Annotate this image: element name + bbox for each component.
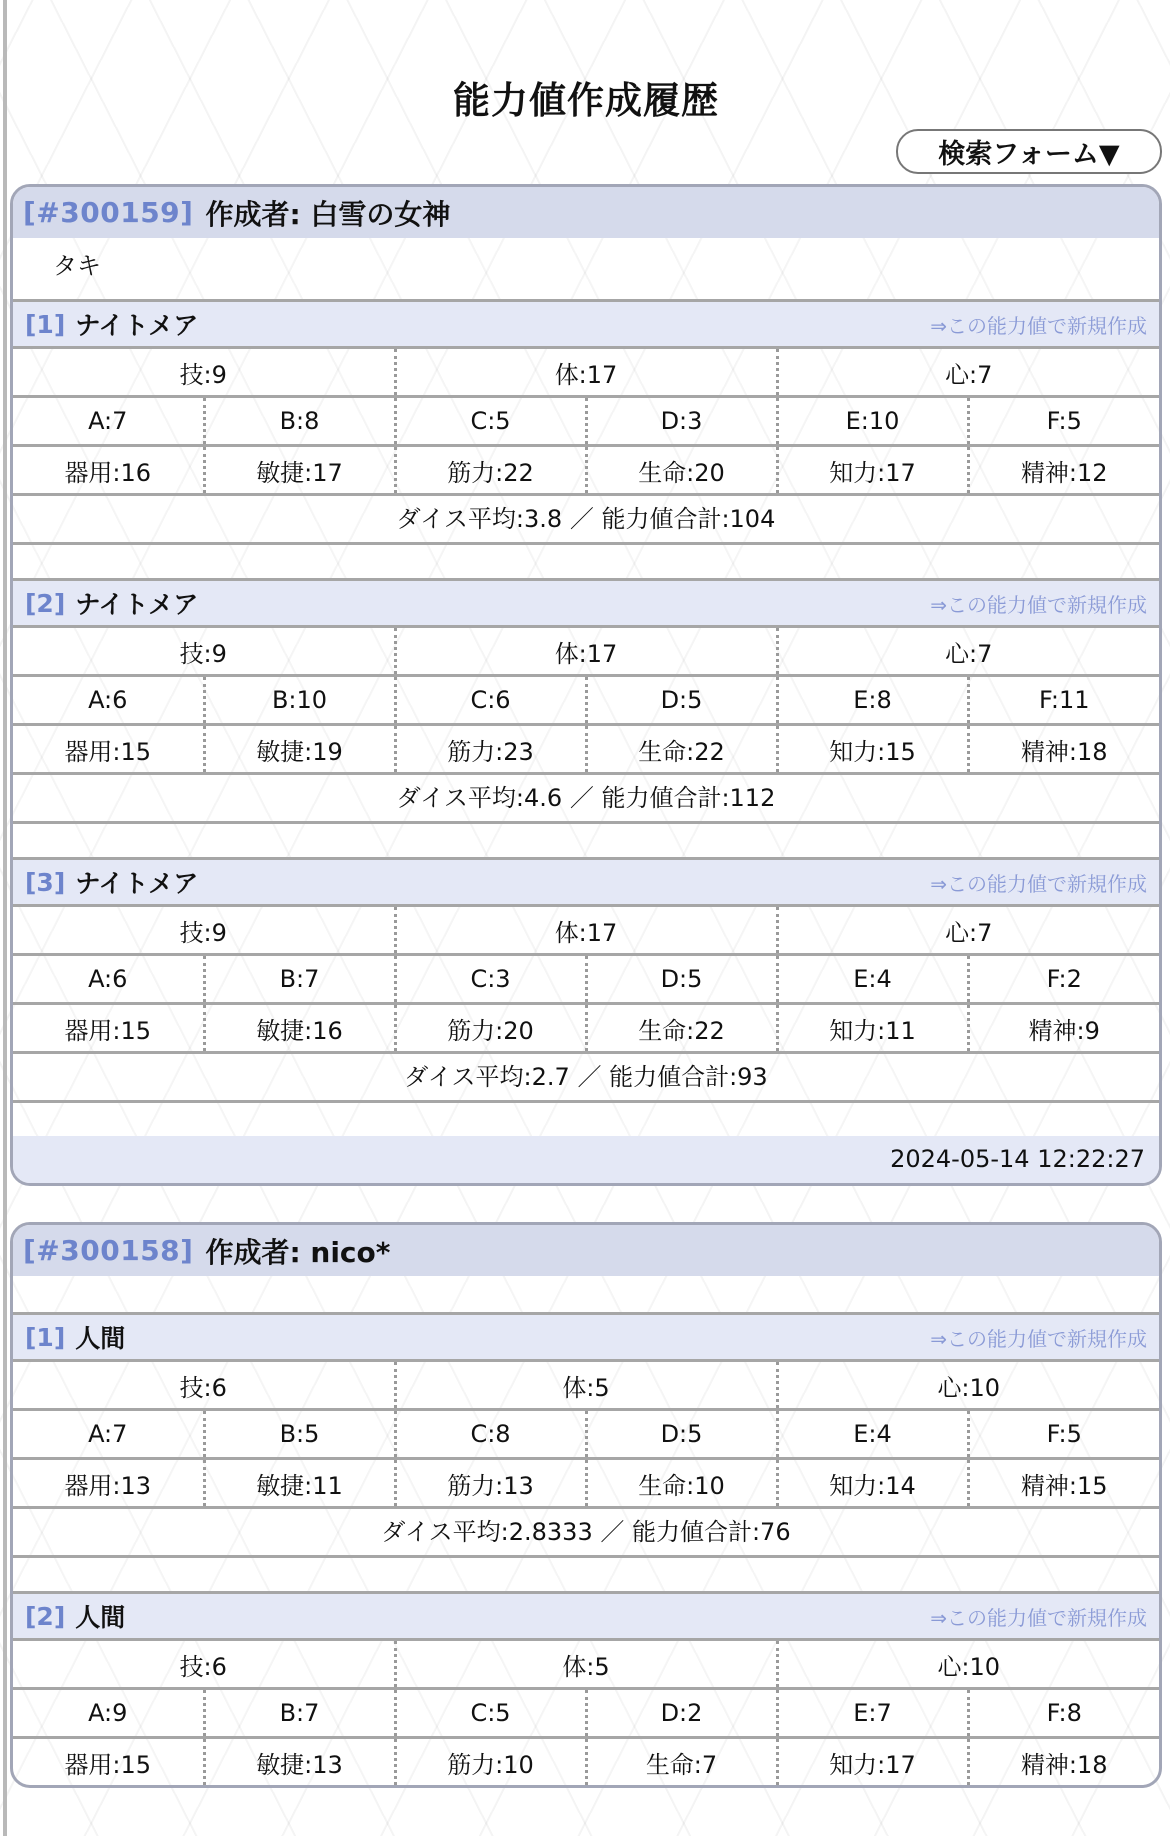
- dice-cell: E:4: [777, 955, 968, 1004]
- dice-row: [13, 1689, 1159, 1738]
- ability-cell: 生命:20: [586, 446, 777, 494]
- dice-cell: B:7: [204, 955, 395, 1004]
- dice-cell: C:3: [395, 955, 586, 1004]
- character-header: [13, 1312, 1159, 1362]
- ability-cell: 敏捷:13: [204, 1738, 395, 1786]
- spacer: [13, 824, 1159, 857]
- stat-table: [13, 628, 1159, 772]
- character-index: [2]: [25, 1601, 66, 1631]
- record-note: [13, 1276, 1159, 1312]
- character-header: [13, 578, 1159, 628]
- ability-cell: 精神:18: [968, 1738, 1159, 1786]
- dice-cell: D:5: [586, 676, 777, 725]
- dice-row: [13, 1410, 1159, 1459]
- base-stat-cell: 心:10: [777, 1362, 1159, 1410]
- base-stat-row: [13, 628, 1159, 676]
- character-block: [13, 578, 1159, 857]
- search-form-toggle-button[interactable]: 検索フォーム▼: [896, 129, 1162, 174]
- dice-cell: B:10: [204, 676, 395, 725]
- dice-cell: B:7: [204, 1689, 395, 1738]
- ability-cell: 精神:9: [968, 1004, 1159, 1052]
- ability-cell: 器用:15: [64, 1016, 152, 1045]
- character-index: [1]: [25, 1322, 66, 1352]
- base-stat-cell: 技:9: [13, 907, 395, 955]
- character-race: 人間: [75, 1603, 126, 1632]
- ability-cell: 敏捷:11: [204, 1459, 395, 1507]
- ability-cell: 筋力:13: [395, 1459, 586, 1507]
- spacer: [13, 1103, 1159, 1136]
- dice-cell: A:6: [13, 676, 204, 725]
- character-index: [1]: [25, 309, 66, 339]
- dice-cell: E:10: [777, 397, 968, 446]
- ability-row: [13, 446, 1159, 494]
- ability-cell: 器用:13: [64, 1471, 152, 1500]
- character-block: [13, 1591, 1159, 1785]
- dice-cell: F:5: [968, 1410, 1159, 1459]
- base-stat-cell: 技:9: [13, 628, 395, 676]
- base-stat-row: [13, 1362, 1159, 1410]
- stat-table: [13, 1362, 1159, 1506]
- record-author: 作成者: nico*: [205, 1235, 391, 1269]
- create-from-stats-link[interactable]: ⇒この能力値で新規作成: [930, 1326, 1147, 1351]
- character-header: [13, 299, 1159, 349]
- ability-row: [13, 1004, 1159, 1052]
- ability-cell: 筋力:20: [395, 1004, 586, 1052]
- ability-row: [13, 1738, 1159, 1786]
- create-from-stats-link[interactable]: ⇒この能力値で新規作成: [930, 1605, 1147, 1630]
- base-stat-cell: 技:9: [13, 349, 395, 397]
- history-record: [10, 1222, 1162, 1788]
- stat-table: [13, 907, 1159, 1051]
- ability-cell: 精神:15: [968, 1459, 1159, 1507]
- ability-cell: 生命:22: [586, 725, 777, 773]
- dice-cell: E:8: [777, 676, 968, 725]
- record-id: [#300158]: [23, 1234, 194, 1267]
- stat-table: [13, 349, 1159, 493]
- character-index: [3]: [25, 867, 66, 897]
- ability-cell: 精神:18: [968, 725, 1159, 773]
- record-header: [13, 187, 1159, 238]
- spacer: [13, 545, 1159, 578]
- base-stat-cell: 体:17: [395, 349, 777, 397]
- dice-cell: B:8: [204, 397, 395, 446]
- ability-cell: 器用:16: [64, 458, 152, 487]
- record-author: 作成者: 白雪の女神: [205, 197, 451, 231]
- dice-cell: D:5: [586, 1410, 777, 1459]
- dice-cell: D:2: [586, 1689, 777, 1738]
- character-header: [13, 1591, 1159, 1641]
- base-stat-cell: 技:6: [13, 1641, 395, 1689]
- ability-cell: 知力:17: [777, 1738, 968, 1786]
- base-stat-row: [13, 1641, 1159, 1689]
- page-title: 能力値作成履歴: [453, 79, 719, 122]
- ability-cell: 知力:17: [777, 446, 968, 494]
- page-frame-border: [3, 0, 7, 1836]
- dice-cell: F:11: [968, 676, 1159, 725]
- character-summary: ダイス平均:4.6 ／ 能力値合計:112: [13, 772, 1159, 824]
- character-race: ナイトメア: [75, 869, 199, 898]
- dice-row: [13, 397, 1159, 446]
- ability-row: [13, 725, 1159, 773]
- ability-cell: 知力:15: [777, 725, 968, 773]
- ability-cell: 敏捷:17: [204, 446, 395, 494]
- record-header: [13, 1225, 1159, 1276]
- ability-cell: 筋力:10: [395, 1738, 586, 1786]
- character-block: [13, 857, 1159, 1136]
- search-toolbar: [10, 126, 1162, 184]
- ability-cell: 器用:15: [64, 737, 152, 766]
- record-id: [#300159]: [23, 196, 194, 229]
- dice-cell: F:2: [968, 955, 1159, 1004]
- character-index: [2]: [25, 588, 66, 618]
- dice-cell: C:5: [395, 397, 586, 446]
- dice-cell: B:5: [204, 1410, 395, 1459]
- dice-cell: C:5: [395, 1689, 586, 1738]
- records-list: [10, 184, 1162, 1788]
- character-summary: ダイス平均:2.7 ／ 能力値合計:93: [13, 1051, 1159, 1103]
- ability-cell: 知力:11: [777, 1004, 968, 1052]
- dice-cell: F:5: [968, 397, 1159, 446]
- ability-cell: 知力:14: [777, 1459, 968, 1507]
- base-stat-cell: 体:17: [395, 628, 777, 676]
- base-stat-cell: 体:5: [395, 1362, 777, 1410]
- character-block: [13, 1312, 1159, 1591]
- base-stat-cell: 体:17: [395, 907, 777, 955]
- character-header: [13, 857, 1159, 907]
- character-block: [13, 299, 1159, 578]
- character-race: 人間: [75, 1324, 126, 1353]
- ability-cell: 敏捷:16: [204, 1004, 395, 1052]
- base-stat-cell: 心:7: [777, 628, 1159, 676]
- dice-cell: E:4: [777, 1410, 968, 1459]
- base-stat-cell: 心:7: [777, 349, 1159, 397]
- dice-cell: D:5: [586, 955, 777, 1004]
- dice-row: [13, 676, 1159, 725]
- dice-cell: A:6: [13, 955, 204, 1004]
- create-from-stats-link[interactable]: ⇒この能力値で新規作成: [930, 871, 1147, 896]
- character-race: ナイトメア: [75, 311, 199, 340]
- dice-cell: A:7: [13, 397, 204, 446]
- ability-cell: 生命:10: [586, 1459, 777, 1507]
- spacer: [13, 1558, 1159, 1591]
- ability-cell: 敏捷:19: [204, 725, 395, 773]
- dice-cell: C:8: [395, 1410, 586, 1459]
- history-page: [10, 0, 1162, 1824]
- dice-row: [13, 955, 1159, 1004]
- ability-row: [13, 1459, 1159, 1507]
- create-from-stats-link[interactable]: ⇒この能力値で新規作成: [930, 313, 1147, 338]
- character-summary: ダイス平均:2.8333 ／ 能力値合計:76: [13, 1506, 1159, 1558]
- dice-cell: D:3: [586, 397, 777, 446]
- create-from-stats-link[interactable]: ⇒この能力値で新規作成: [930, 592, 1147, 617]
- ability-cell: 精神:12: [968, 446, 1159, 494]
- ability-cell: 生命:22: [586, 1004, 777, 1052]
- dice-cell: E:7: [777, 1689, 968, 1738]
- base-stat-cell: 技:6: [13, 1362, 395, 1410]
- ability-cell: 筋力:23: [395, 725, 586, 773]
- dice-cell: C:6: [395, 676, 586, 725]
- record-timestamp: 2024-05-14 12:22:27: [13, 1136, 1159, 1183]
- base-stat-cell: 体:5: [395, 1641, 777, 1689]
- history-record: [10, 184, 1162, 1186]
- ability-cell: 生命:7: [586, 1738, 777, 1786]
- stat-table: [13, 1641, 1159, 1785]
- base-stat-cell: 心:10: [777, 1641, 1159, 1689]
- base-stat-row: [13, 349, 1159, 397]
- ability-cell: 器用:15: [64, 1750, 152, 1779]
- dice-cell: A:9: [13, 1689, 204, 1738]
- base-stat-cell: 心:7: [777, 907, 1159, 955]
- character-summary: ダイス平均:3.8 ／ 能力値合計:104: [13, 493, 1159, 545]
- base-stat-row: [13, 907, 1159, 955]
- record-note: タキ: [53, 252, 101, 280]
- dice-cell: F:8: [968, 1689, 1159, 1738]
- ability-cell: 筋力:22: [395, 446, 586, 494]
- dice-cell: A:7: [13, 1410, 204, 1459]
- character-race: ナイトメア: [75, 590, 199, 619]
